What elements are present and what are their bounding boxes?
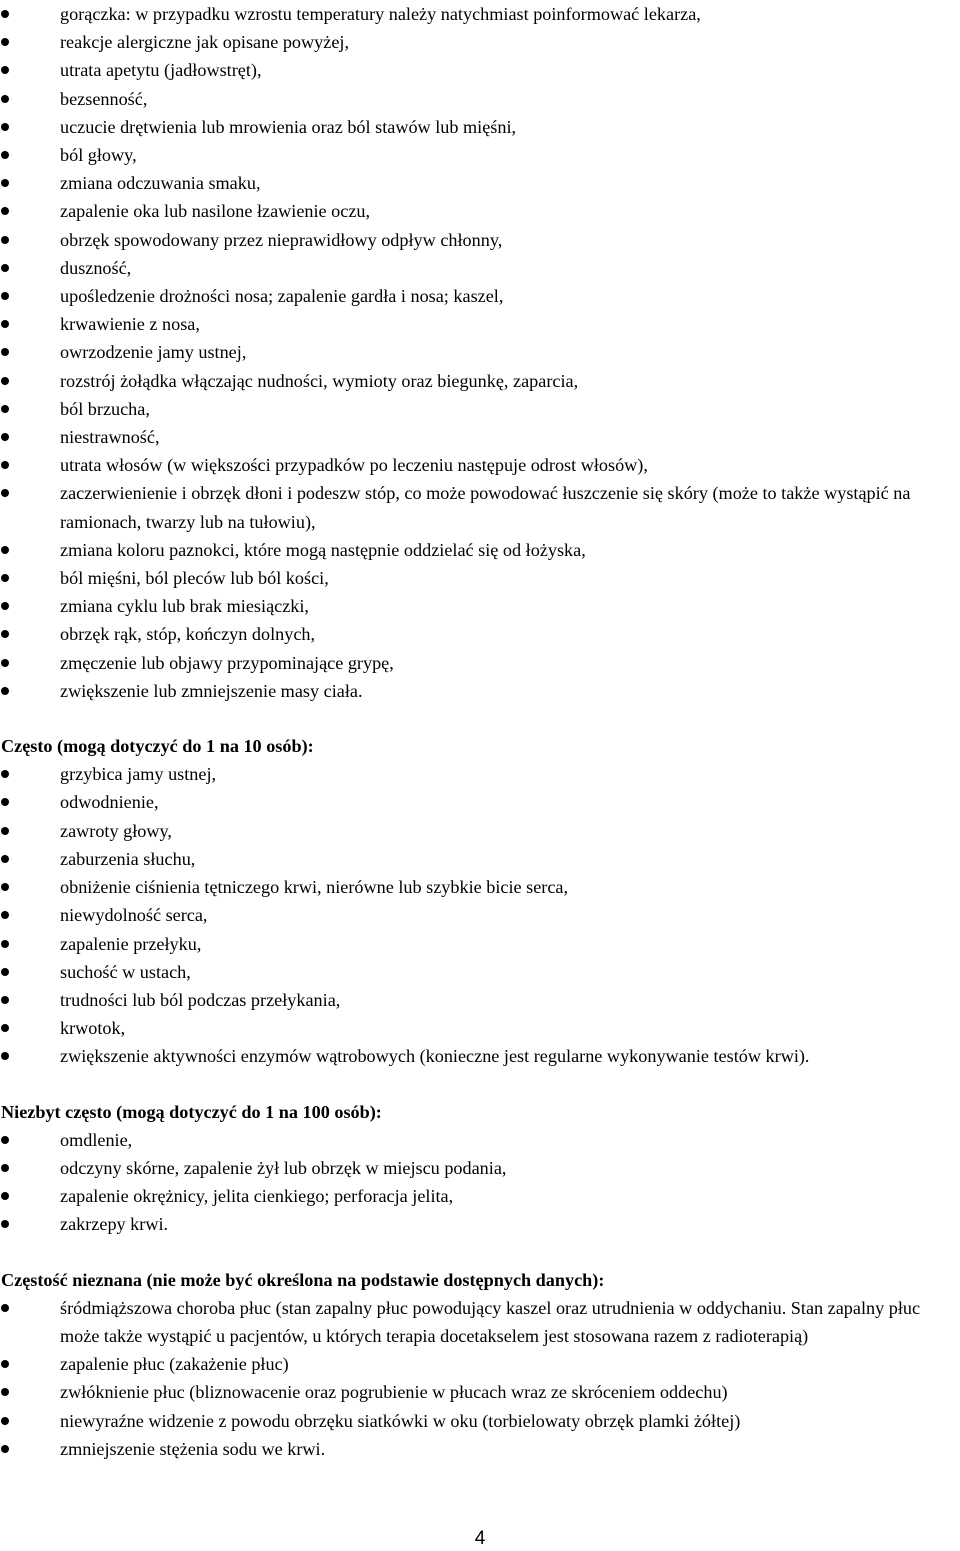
list-item: odczyny skórne, zapalenie żył lub obrzęk w miejscu podania, [0,1154,960,1182]
list-item: obrzęk rąk, stóp, kończyn dolnych, [0,620,960,648]
list-item: bezsenność, [0,85,960,113]
list-item: zmęczenie lub objawy przypominające grypę, [0,649,960,677]
list-item: zaburzenia słuchu, [0,845,960,873]
list-item: krwotok, [0,1014,960,1042]
list-item: uczucie drętwienia lub mrowienia oraz ból stawów lub mięśni, [0,113,960,141]
section-heading-unknown: Częstość nieznana (nie może być określona na podstawie dostępnych danych): [1,1269,605,1290]
list-item: obniżenie ciśnienia tętniczego krwi, nierówne lub szybkie bicie serca, [0,873,960,901]
list-item: krwawienie z nosa, [0,310,960,338]
list-item: zaczerwienienie i obrzęk dłoni i podeszw stóp, co może powodować łuszczenie się skóry (może to także wystąpić na ramionach, twarzy lub na tułowiu), [0,479,960,535]
list-item: śródmiąższowa choroba płuc (stan zapalny płuc powodujący kaszel oraz utrudnienia w oddychaniu. Stan zapalny płuc może także wystąpić u pacjentów, u których terapia docetakselem jest stosowana razem z radioterapią) [0,1294,960,1350]
list-item: zakrzepy krwi. [0,1210,960,1238]
uncommon-bullet-list [0,1126,960,1239]
list-item: zapalenie płuc (zakażenie płuc) [0,1350,960,1378]
section-spacer [0,1071,960,1098]
list-item: duszność, [0,254,960,282]
list-item: zmniejszenie stężenia sodu we krwi. [0,1435,960,1463]
list-item: ból brzucha, [0,395,960,423]
list-item: niewydolność serca, [0,901,960,929]
list-item: zapalenie oka lub nasilone łzawienie oczu, [0,197,960,225]
intro-bullet-list [0,0,960,705]
list-item: gorączka: w przypadku wzrostu temperatury należy natychmiast poinformować lekarza, [0,0,960,28]
section-spacer [0,705,960,732]
list-item: zwłóknienie płuc (bliznowacenie oraz pogrubienie w płucach wraz ze skróceniem oddechu) [0,1378,960,1406]
list-item: odwodnienie, [0,788,960,816]
list-item: trudności lub ból podczas przełykania, [0,986,960,1014]
list-item: zapalenie okrężnicy, jelita cienkiego; perforacja jelita, [0,1182,960,1210]
list-item: zapalenie przełyku, [0,930,960,958]
list-item: utrata włosów (w większości przypadków po leczeniu następuje odrost włosów), [0,451,960,479]
unknown-bullet-list [0,1294,960,1463]
page-number: 4 [474,1528,486,1549]
list-item: grzybica jamy ustnej, [0,760,960,788]
list-item: obrzęk spowodowany przez nieprawidłowy odpływ chłonny, [0,226,960,254]
common-bullet-list [0,760,960,1070]
list-item: owrzodzenie jamy ustnej, [0,338,960,366]
section-heading-common: Często (mogą dotyczyć do 1 na 10 osób): [1,736,314,757]
list-item: ból mięśni, ból pleców lub ból kości, [0,564,960,592]
section-heading-uncommon: Niezbyt często (mogą dotyczyć do 1 na 100 osób): [1,1101,382,1122]
section-spacer [0,1239,960,1266]
list-item: ból głowy, [0,141,960,169]
list-item: niewyraźne widzenie z powodu obrzęku siatkówki w oku (torbielowaty obrzęk plamki żółtej) [0,1407,960,1435]
list-item: zmiana odczuwania smaku, [0,169,960,197]
list-item: zawroty głowy, [0,817,960,845]
list-item: upośledzenie drożności nosa; zapalenie gardła i nosa; kaszel, [0,282,960,310]
list-item: reakcje alergiczne jak opisane powyżej, [0,28,960,56]
list-item: niestrawność, [0,423,960,451]
list-item: utrata apetytu (jadłowstręt), [0,56,960,84]
list-item: suchość w ustach, [0,958,960,986]
list-item: zwiększenie aktywności enzymów wątrobowych (konieczne jest regularne wykonywanie testów krwi). [0,1042,960,1070]
list-item: zmiana cyklu lub brak miesiączki, [0,592,960,620]
list-item: zmiana koloru paznokci, które mogą następnie oddzielać się od łożyska, [0,536,960,564]
list-item: zwiększenie lub zmniejszenie masy ciała. [0,677,960,705]
list-item: rozstrój żołądka włączając nudności, wymioty oraz biegunkę, zaparcia, [0,367,960,395]
list-item: omdlenie, [0,1126,960,1154]
